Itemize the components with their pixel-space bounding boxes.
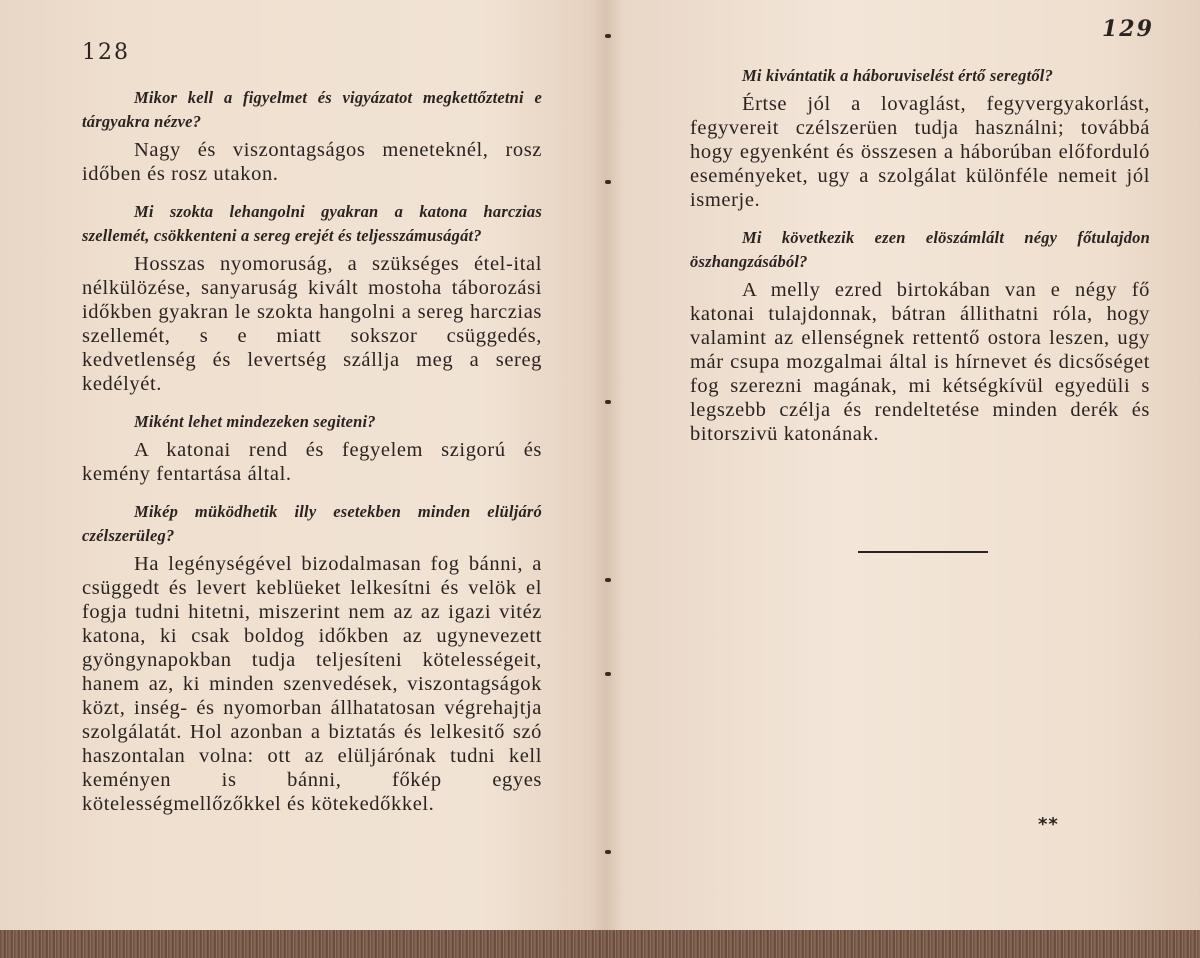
- question-2: Mi szokta lehangolni gyakran a katona harczias szellemét, csökkenteni a sereg erejét és teljesszámuságát?: [82, 202, 542, 245]
- left-page: [0, 0, 600, 930]
- answer-5: Értse jól a lovaglást, fegyvergyakorlást, fegyvereit czélszerüen tudja használni; továbbá hogy egyenként és összesen a háborúban előforduló eseményeket, ugy a szolgálat különféle nemeit jól ismerje.: [690, 93, 1150, 211]
- answer-3: A katonai rend és fegyelem szigorú és kemény fentartása által.: [82, 439, 542, 485]
- question-4: Mikép müködhetik illy esetekben minden elüljáró czélszerüleg?: [82, 502, 542, 545]
- page-number-left: 128: [82, 40, 130, 65]
- right-page: [600, 0, 1200, 930]
- answer-4: Ha legénységével bizodalmasan fog bánni, a csüggedt és levert keblüeket lelkesítni és velök el fogja tudni hitetni, miszerint nem az az igazi vitéz katona, ki csak boldog időkben az ugynevezett gyöngynapokban tudja teljesíteni kötelességeit, hanem az, ki minden szenvedések, viszontagságok közt, inség- és nyomorban állhatatosan végrehajtja szolgálatát. Hol azonban a biztatás és lelkesitő szó haszontalan volna: ott az elüljárónak tudni kell keményen is bánni, főkép egyes kötelességmellőzőkkel és kötekedőkkel.: [82, 553, 542, 815]
- book-page-edges: [0, 930, 1200, 958]
- right-page-text: [690, 64, 1150, 460]
- page-number-right: 129: [1102, 16, 1154, 42]
- answer-1: Nagy és viszontagságos meneteknél, rosz időben és rosz utakon.: [82, 139, 542, 185]
- section-divider-rule: [858, 551, 988, 553]
- left-page-text: [82, 86, 542, 830]
- answer-6: A melly ezred birtokában van e négy fő katonai tulajdonnak, bátran állithatni róla, hogy valamint az ellenségnek rettentő ostora leszen, ugy már csupa mozgalmai által is hírnevet és dicsőséget fog szerezni magának, mi kétségkívül egyedüli s legszebb czélja és rendeltetése minden derék és bitorszivü katonának.: [690, 279, 1150, 445]
- end-asterisks: **: [1038, 814, 1059, 835]
- question-6: Mi következik ezen elöszámlált négy főtulajdon öszhangzásából?: [690, 228, 1150, 271]
- answer-2: Hosszas nyomoruság, a szükséges étel-ital nélkülözése, sanyaruság kivált mostoha táborozási időkben gyakran le szokta hangolni a sereg harczias szellemét, s e miatt sokszor csüggedés, kedvetlenség és levertség szállja meg a sereg kedélyét.: [82, 253, 542, 395]
- question-3: Miként lehet mindezeken segiteni?: [134, 412, 376, 431]
- question-1: Mikor kell a figyelmet és vigyázatot megkettőztetni e tárgyakra nézve?: [82, 88, 542, 131]
- question-5: Mi kivántatik a háboruviselést értő seregtől?: [742, 66, 1054, 85]
